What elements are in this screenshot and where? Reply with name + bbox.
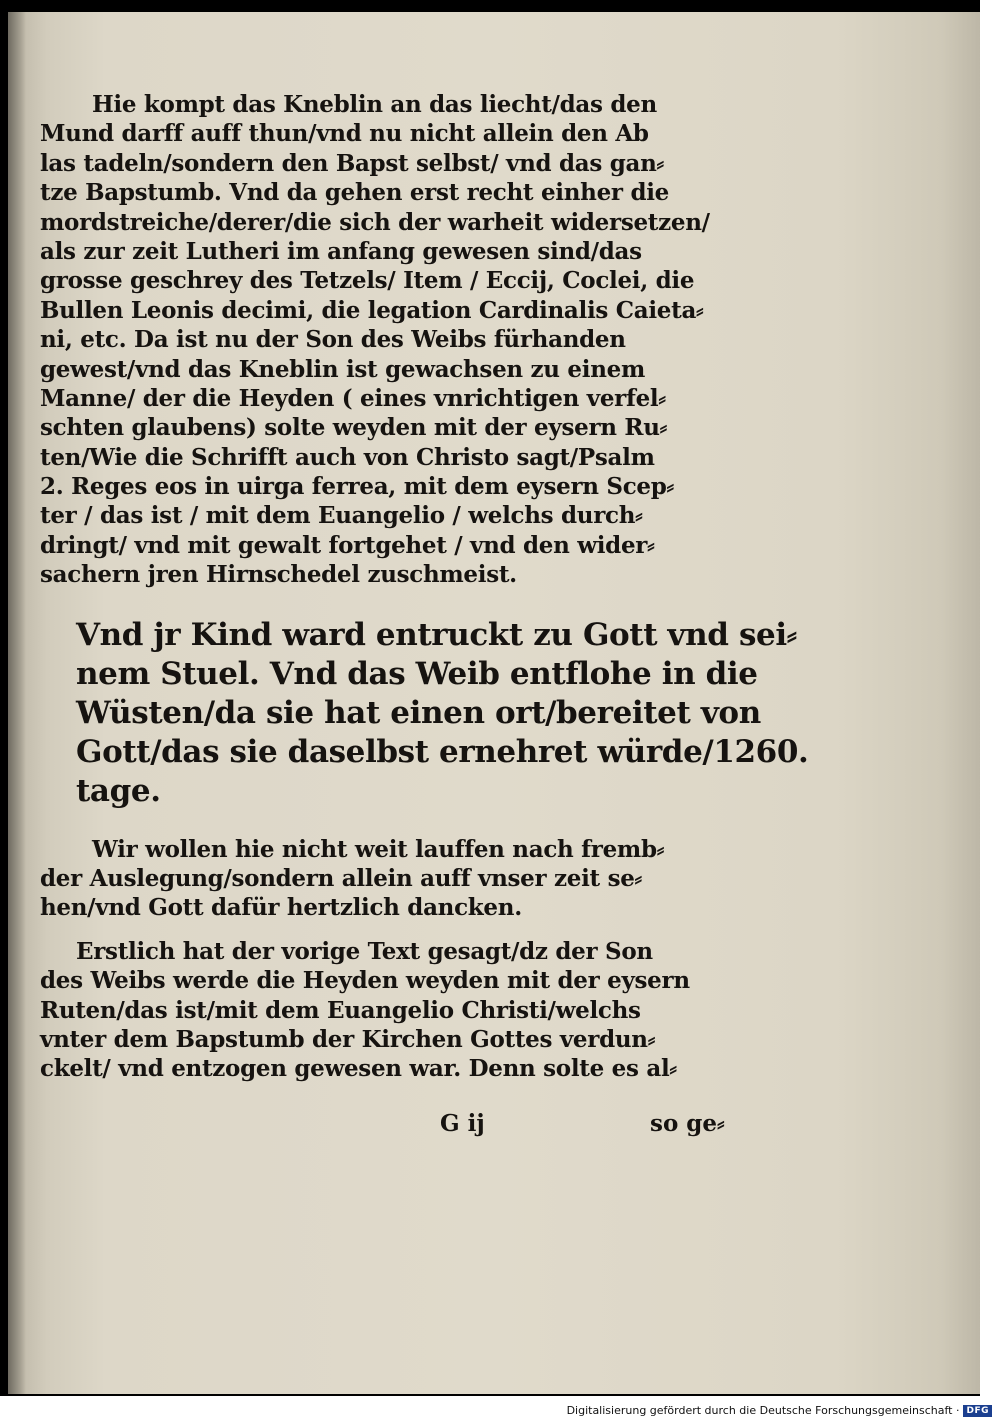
paragraph-4-line: des Weibs werde die Heyden weyden mit der eysern: [40, 967, 690, 995]
page-footer: [40, 1110, 740, 1140]
scripture-line: Vnd jr Kind ward entruckt zu Gott vnd sei⸗: [76, 616, 797, 653]
paragraph-4-line: ckelt/ vnd entzogen gewesen war. Denn solte es al⸗: [40, 1055, 677, 1083]
paragraph-1-line: tze Bapstumb. Vnd da gehen erst recht einher die: [40, 179, 669, 207]
paragraph-4-line: Ruten/das ist/mit dem Euangelio Christi/welchs: [40, 996, 641, 1024]
scripture-line: nem Stuel. Vnd das Weib entflohe in die: [76, 655, 758, 692]
dfg-logo: DFG: [963, 1405, 992, 1417]
paragraph-1-line: mordstreiche/derer/die sich der warheit widersetzen/: [40, 208, 710, 236]
catchword: so ge⸗: [650, 1110, 725, 1137]
paragraph-1-line: Mund darff auff thun/vnd nu nicht allein den Ab: [40, 120, 649, 148]
paragraph-1-line: Bullen Leonis decimi, die legation Cardinalis Caieta⸗: [40, 296, 704, 324]
paragraph-1-line: ni, etc. Da ist nu der Son des Weibs fürhanden: [40, 326, 626, 354]
paragraph-1-line: Hie kompt das Kneblin an das liecht/das den: [92, 91, 657, 118]
paragraph-3: [40, 835, 740, 923]
paragraph-1-line: dringt/ vnd mit gewalt fortgehet / vnd den wider⸗: [40, 531, 655, 559]
paragraph-3-line: Wir wollen hie nicht weit lauffen nach fremb⸗: [92, 835, 665, 863]
text-block: [40, 90, 809, 1084]
paragraph-1-line: 2. Reges eos in uirga ferrea, mit dem eysern Scep⸗: [40, 473, 674, 501]
paragraph-1: [40, 90, 740, 590]
paragraph-1-line: ter / das ist / mit dem Euangelio / welchs durch⸗: [40, 502, 643, 530]
signature-mark: G ij: [440, 1110, 485, 1137]
paragraph-4: [40, 937, 740, 1084]
paragraph-1-line: sachern jren Hirnschedel zuschmeist.: [40, 561, 517, 589]
scripture-line: Wüsten/da sie hat einen ort/bereitet von: [76, 694, 761, 731]
scripture-line: tage.: [76, 772, 161, 809]
credit-text: Digitalisierung gefördert durch die Deutsche Forschungsgemeinschaft ·: [566, 1404, 960, 1417]
paragraph-3-line: der Auslegung/sondern allein auff vnser zeit se⸗: [40, 865, 642, 893]
paragraph-3-line: hen/vnd Gott dafür hertzlich dancken.: [40, 894, 522, 922]
scripture-line: Gott/das sie daselbst ernehret würde/1260.: [76, 733, 809, 770]
digitization-credit: [567, 1404, 992, 1417]
paragraph-1-line: las tadeln/sondern den Bapst selbst/ vnd das gan⸗: [40, 149, 664, 177]
paragraph-1-line: schten glaubens) solte weyden mit der eysern Ru⸗: [40, 414, 667, 442]
binding-gutter: [8, 12, 26, 1394]
paragraph-1-line: grosse geschrey des Tetzels/ Item / Eccij, Coclei, die: [40, 267, 695, 295]
scripture-quote: [40, 616, 809, 811]
paragraph-1-line: als zur zeit Lutheri im anfang gewesen sind/das: [40, 237, 642, 265]
paragraph-1-line: gewest/vnd das Kneblin ist gewachsen zu einem: [40, 355, 645, 383]
paragraph-1-line: Manne/ der die Heyden ( eines vnrichtigen verfel⸗: [40, 384, 666, 412]
paragraph-4-line: Erstlich hat der vorige Text gesagt/dz der Son: [76, 937, 653, 965]
paragraph-4-line: vnter dem Bapstumb der Kirchen Gottes verdun⸗: [40, 1025, 656, 1053]
paragraph-1-line: ten/Wie die Schrifft auch von Christo sagt/Psalm: [40, 443, 655, 471]
